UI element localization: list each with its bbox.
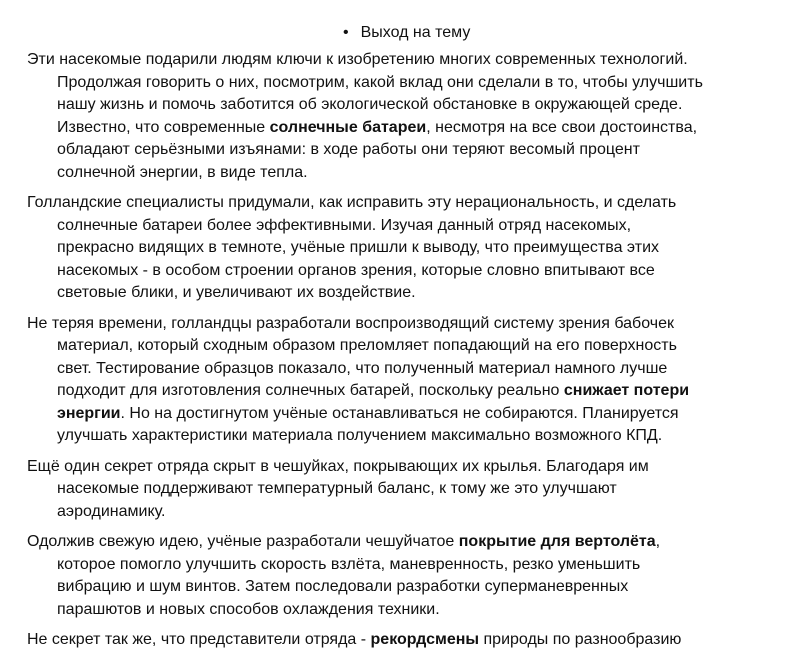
text-line <box>57 260 787 283</box>
text-segment: прекрасно видящих в темноте, учёные пришли к выводу, что преимущества этих <box>57 239 659 256</box>
text-segment: Одолжив свежую идею, учёные разработали чешуйчатое <box>27 533 459 550</box>
text-segment: солнечные батареи более эффективными. Изучая данный отряд насекомых, <box>57 216 632 234</box>
text-line <box>27 531 787 554</box>
text-segment: вибрацию и шум винтов. Затем последовали разработки суперманевренных <box>57 578 629 595</box>
text-line <box>27 456 787 479</box>
heading-text: Выход на тему <box>360 24 471 41</box>
bullet-icon: • <box>343 24 349 41</box>
text-segment: , несмотря на все свои достоинства, <box>426 118 698 136</box>
paragraph <box>27 313 787 448</box>
text-line <box>57 117 787 140</box>
text-segment: Эти насекомые подарили людям ключи к изобретению многих современных технологий. <box>27 51 688 68</box>
paragraph <box>27 49 787 184</box>
text-segment: улучшать характеристики материала получением максимально возможного КПД. <box>57 427 663 444</box>
text-line <box>57 72 787 95</box>
text-line <box>57 139 787 162</box>
text-segment: Ещё один секрет отряда скрыт в чешуйках, покрывающих их крылья. Благодаря им <box>27 457 649 475</box>
text-segment: природы по разнообразию <box>479 631 682 648</box>
text-line <box>57 501 787 524</box>
text-line <box>57 425 787 448</box>
text-segment: . Но на достигнутом учёные останавливаться не собираются. Планируется <box>120 404 679 422</box>
text-line <box>57 215 787 238</box>
bold-text: солнечные батареи <box>269 118 427 136</box>
text-segment: подходит для изготовления солнечных батарей, поскольку реально <box>57 382 564 399</box>
bold-text: покрытие для вертолёта <box>458 533 656 550</box>
text-segment: свет. Тестирование образцов показало, что полученный материал намного лучше <box>57 359 668 377</box>
text-segment: материал, который сходным образом преломляет попадающий на его поверхность <box>57 337 677 354</box>
text-body <box>27 49 787 660</box>
text-segment: которое помогло улучшить скорость взлёта, маневренность, резко уменьшить <box>57 555 641 573</box>
text-segment: , <box>655 533 661 550</box>
bold-text: снижает потери <box>563 382 690 399</box>
text-line <box>27 192 787 215</box>
text-line <box>57 358 787 381</box>
text-segment: насекомых - в особом строении органов зрения, которые словно впитывают все <box>57 261 655 279</box>
text-line <box>27 49 787 72</box>
text-line <box>57 554 787 577</box>
text-segment: насекомые поддерживают температурный баланс, к тому же это улучшают <box>57 480 617 497</box>
text-line <box>57 478 787 501</box>
text-segment: обладают серьёзными изъянами: в ходе работы они теряют весомый процент <box>57 141 640 158</box>
bold-text: рекордсмены <box>370 631 480 648</box>
text-line <box>57 380 787 403</box>
text-line <box>27 629 787 652</box>
text-segment: нашу жизнь и помочь заботится об экологической обстановке в окружающей среде. <box>57 96 683 113</box>
text-line <box>57 403 787 426</box>
text-segment: парашютов и новых способов охлаждения техники. <box>57 600 440 618</box>
text-segment: Голландские специалисты придумали, как исправить эту нерациональность, и сделать <box>27 194 677 211</box>
text-segment: Продолжая говорить о них, посмотрим, какой вклад они сделали в то, чтобы улучшить <box>57 73 703 91</box>
paragraph <box>27 456 787 524</box>
text-segment: световые блики, и увеличивают их воздействие. <box>57 284 416 301</box>
text-line <box>57 335 787 358</box>
text-line <box>57 162 787 185</box>
paragraph <box>27 629 787 652</box>
text-segment: Не теряя времени, голландцы разработали воспроизводящий систему зрения бабочек <box>27 314 674 332</box>
text-segment: аэродинамику. <box>57 502 166 520</box>
bold-text: энергии <box>57 404 121 422</box>
text-line <box>57 94 787 117</box>
text-segment: Известно, что современные <box>57 118 270 136</box>
text-line <box>57 599 787 622</box>
text-segment: солнечной энергии, в виде тепла. <box>57 163 308 181</box>
paragraph <box>27 531 787 621</box>
text-line <box>27 313 787 336</box>
text-line <box>57 282 787 305</box>
text-line <box>57 576 787 599</box>
paragraph <box>27 192 787 305</box>
slide-heading <box>343 22 470 44</box>
text-line <box>57 237 787 260</box>
text-segment: Не секрет так же, что представители отряда - <box>27 631 371 648</box>
